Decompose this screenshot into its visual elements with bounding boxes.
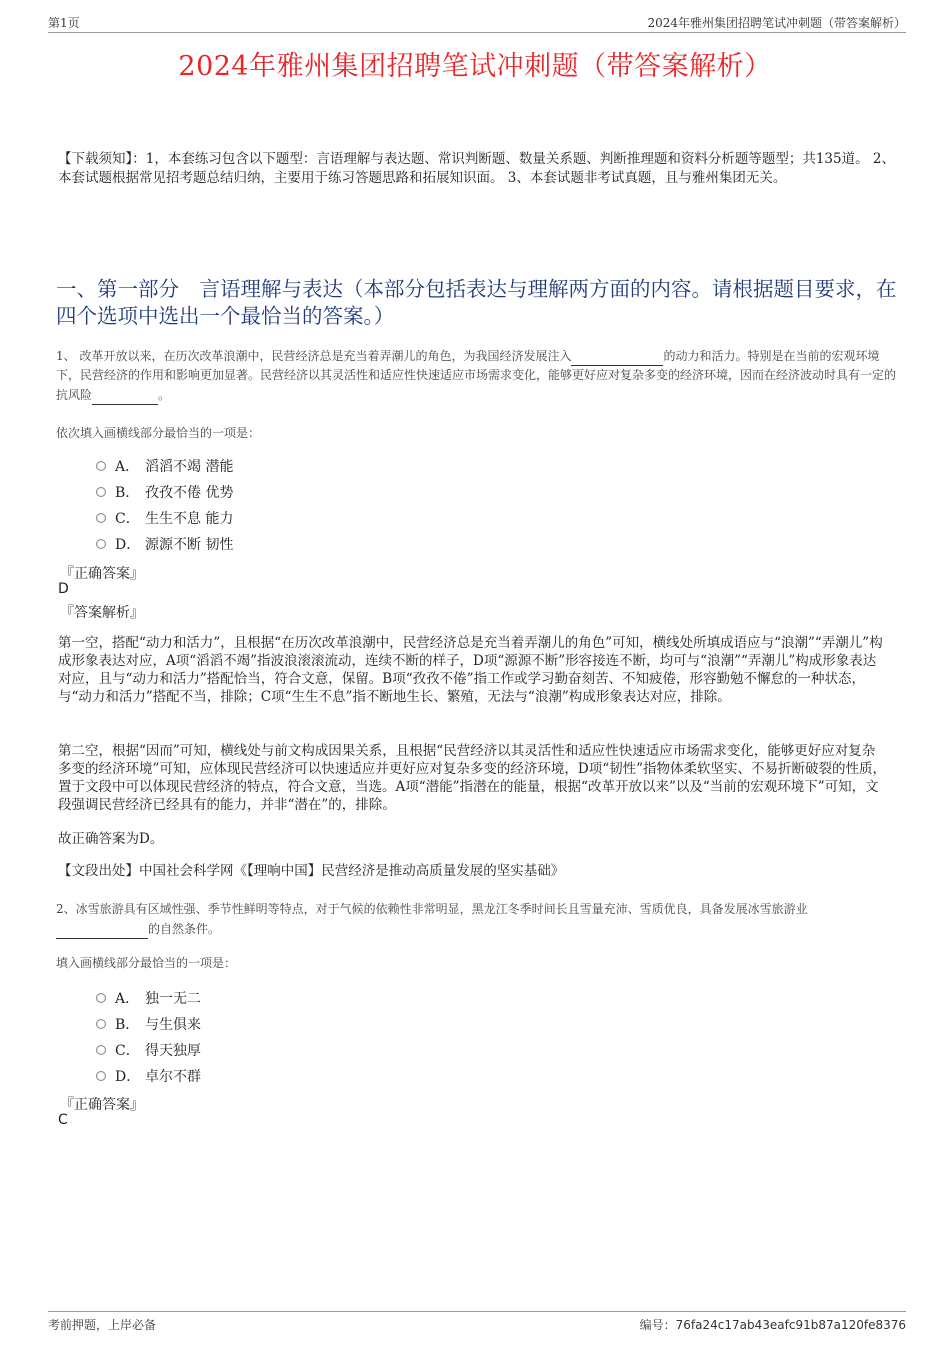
radio-icon[interactable] — [96, 539, 106, 549]
answer-value: D — [58, 581, 69, 597]
option-b[interactable]: B． 孜孜不倦 优势 — [96, 482, 233, 502]
radio-icon[interactable] — [96, 461, 106, 471]
header-doc-title: 2024年雅州集团招聘笔试冲刺题（带答案解析） — [647, 16, 906, 30]
option-d[interactable]: D． 卓尔不群 — [96, 1066, 201, 1086]
answer-label: 『正确答案』 — [60, 1097, 144, 1113]
option-a[interactable]: A． 独一无二 — [96, 988, 201, 1008]
option-a[interactable]: A． 滔滔不竭 潜能 — [96, 456, 233, 476]
radio-icon[interactable] — [96, 513, 106, 523]
download-notice: 【下载须知】：1，本套练习包含以下题型：言语理解与表达题、常识判断题、数量关系题、判断推理题和资料分析题等题型；共135道。 2、本套试题根据常见招考题总结归纳，主要用于练习答题思路和拓展知识面。 3、本套试题非考试真题，且与雅州集团无关。 — [58, 151, 895, 186]
question-2-text: 2、冰雪旅游具有区域性强、季节性鲜明等特点，对于气候的依赖性非常明显，黑龙江冬季时间长且雪量充沛、雪质优良，具备发展冰雪旅游业的自然条件。 — [56, 900, 896, 939]
fill-blank — [571, 346, 663, 366]
fill-blank — [92, 385, 158, 405]
page-header — [48, 12, 906, 33]
conclusion: 故正确答案为D。 — [58, 831, 164, 847]
analysis-label: 『答案解析』 — [60, 605, 144, 621]
answer-value: C — [58, 1112, 68, 1128]
answer-label: 『正确答案』 — [60, 566, 144, 582]
page-number: 第1页 — [48, 16, 80, 30]
page-footer — [48, 1311, 906, 1332]
analysis-paragraph: 第一空，搭配“动力和活力”，且根据“在历次改革浪潮中，民营经济总是充当着弄潮儿的角色”可知，横线处所填成语应与“浪潮”“弄潮儿”构成形象表达对应，A项“滔滔不竭”指波浪滚滚流动，连续不断的样子，D项“源源不断”形容接连不断，均可与“浪潮”“弄潮儿”构成形象表达对应，且与“动力和活力”搭配恰当，符合文意，保留。B项“孜孜不倦”指工作或学习勤奋刻苦、不知疲倦，形容勤勉不懈怠的一种状态，与“动力和活力”搭配不当，排除；C项“生生不息”指不断地生长、繁殖，无法与“浪潮”构成形象表达对应，排除。 — [58, 635, 883, 705]
option-d[interactable]: D． 源源不断 韧性 — [96, 534, 233, 554]
option-c[interactable]: C． 生生不息 能力 — [96, 508, 233, 528]
footer-slogan: 考前押题，上岸必备 — [48, 1318, 157, 1332]
question-2-prompt: 填入画横线部分最恰当的一项是： — [56, 956, 237, 970]
source: 【文段出处】中国社会科学网《【理响中国】民营经济是推动高质量发展的坚实基础》 — [58, 863, 565, 879]
option-c[interactable]: C． 得天独厚 — [96, 1040, 201, 1060]
radio-icon[interactable] — [96, 1071, 106, 1081]
radio-icon[interactable] — [96, 1019, 106, 1029]
document-title: 2024年雅州集团招聘笔试冲刺题（带答案解析） — [178, 51, 772, 82]
fill-blank — [56, 919, 148, 939]
section-heading: 一、第一部分 言语理解与表达（本部分包括表达与理解两方面的内容。请根据题目要求，在四个选项中选出一个最恰当的答案。） — [56, 277, 897, 328]
question-1-prompt: 依次填入画横线部分最恰当的一项是： — [56, 426, 261, 440]
footer-code: 编号：76fa24c17ab43eafc91b87a120fe8376 — [639, 1318, 906, 1332]
radio-icon[interactable] — [96, 993, 106, 1003]
option-b[interactable]: B． 与生俱来 — [96, 1014, 201, 1034]
analysis-paragraph: 第二空，根据“因而”可知，横线处与前文构成因果关系，且根据“民营经济以其灵活性和适应性快速适应市场需求变化，能够更好应对复杂多变的经济环境”可知，应体现民营经济可以快速适应并更好应对复杂多变的经济环境，D项“韧性”指物体柔软坚实、不易折断破裂的性质，置于文段中可以体现民营经济的特点，符合文意，当选。A项“潜能”指潜在的能量，根据“改革开放以来”以及“当前的宏观环境下”可知，文段强调民营经济已经具有的能力，并非“潜在”的，排除。 — [58, 743, 887, 813]
radio-icon[interactable] — [96, 1045, 106, 1055]
question-1-text: 1、 改革开放以来，在历次改革浪潮中，民营经济总是充当着弄潮儿的角色，为我国经济发展注入 的动力和活力。特别是在当前的宏观环境下，民营经济的作用和影响更加显著。民营经济以其灵活性和适应性快速适应市场需求变化，能够更好应对复杂多变的经济环境，因而在经济波动时具有一定的抗风险 。 — [56, 346, 896, 405]
radio-icon[interactable] — [96, 487, 106, 497]
